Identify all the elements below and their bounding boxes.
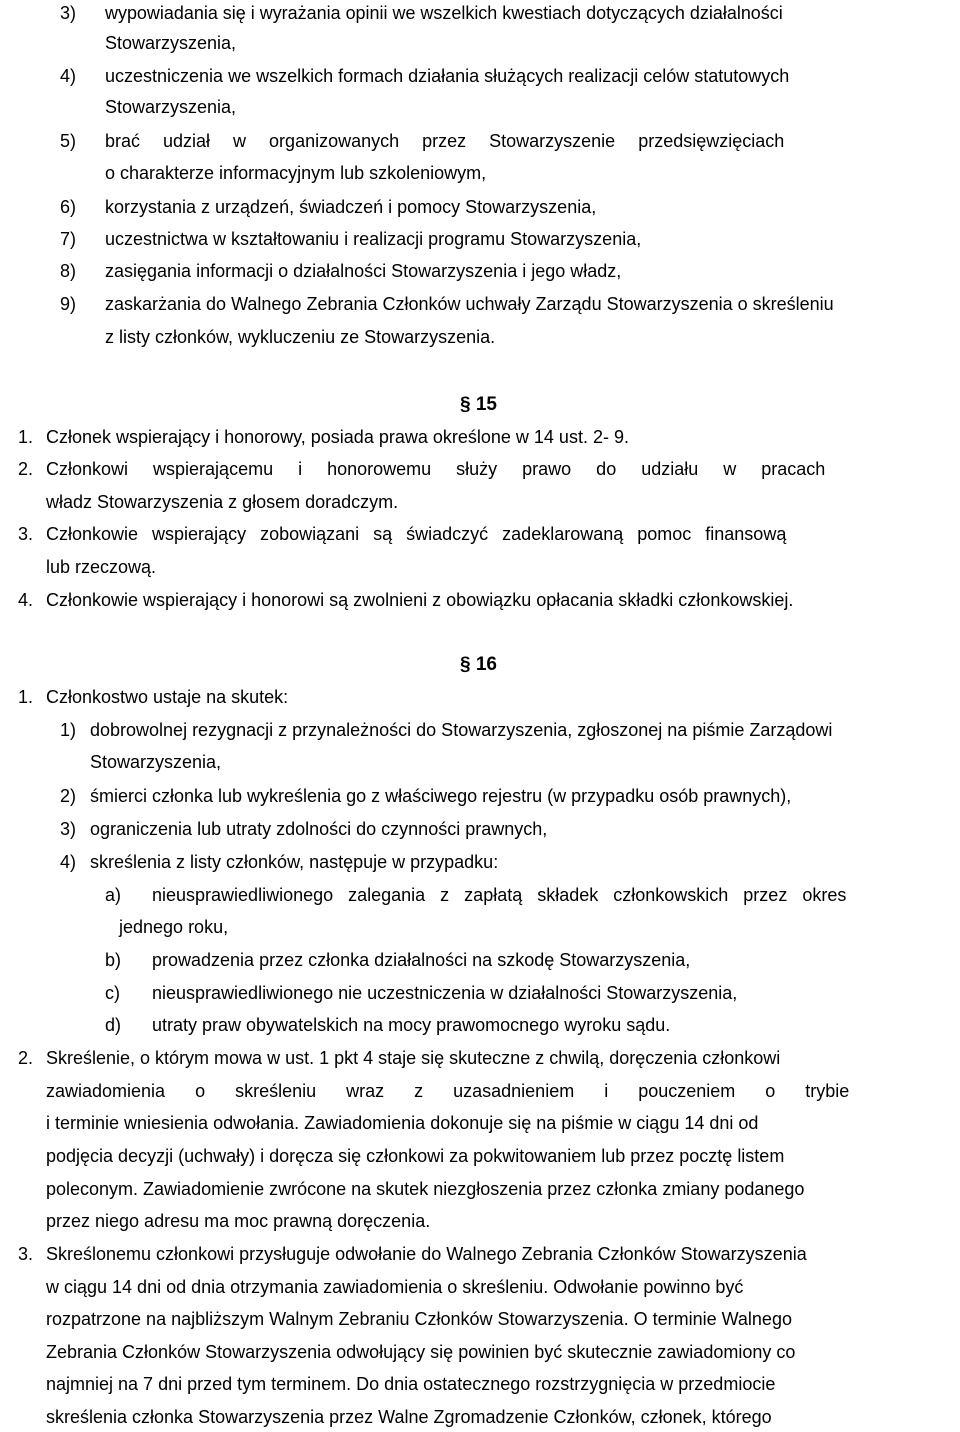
section-sign-icon: § — [460, 654, 476, 675]
paragraph-text: najmniej na 7 dni przed tym terminem. Do dnia ostatecznego rozstrzygnięcia w przedmiocie — [46, 1374, 776, 1394]
section-heading: § 16 — [460, 654, 497, 675]
list-item-text: Stowarzyszenia, — [105, 97, 237, 117]
list-subitem-letter: b) — [105, 950, 122, 970]
list-item-number: 4) — [60, 66, 77, 86]
paragraph-text: zawiadomienia o skreśleniu wraz z uzasadnieniem i pouczeniem o trybie — [46, 1081, 850, 1101]
list-item-text: zasięgania informacji o działalności Stowarzyszenia i jego władz, — [105, 261, 622, 281]
list-subitem-text: utraty praw obywatelskich na mocy prawomocnego wyroku sądu. — [152, 1015, 671, 1035]
paragraph-text: Skreślonemu członkowi przysługuje odwołanie do Walnego Zebrania Członków Stowarzyszenia — [46, 1244, 807, 1264]
paragraph-number: 3. — [18, 524, 34, 544]
paragraph-text: skreślenia członka Stowarzyszenia przez Walne Zgromadzenie Członków, członek, którego — [46, 1407, 772, 1427]
list-subitem-letter: d) — [105, 1015, 122, 1035]
list-item-text: uczestniczenia we wszelkich formach działania służących realizacji celów statutowych — [105, 66, 790, 86]
section-heading: § 15 — [460, 394, 497, 415]
list-subitem-letter: a) — [105, 885, 122, 905]
paragraph-text: rozpatrzone na najbliższym Walnym Zebraniu Członków Stowarzyszenia. O terminie Walnego — [46, 1309, 792, 1329]
paragraph-text: i terminie wniesienia odwołania. Zawiadomienia dokonuje się na piśmie w ciągu 14 dni od — [46, 1113, 759, 1133]
list-item-text: zaskarżania do Walnego Zebrania Członków uchwały Zarządu Stowarzyszenia o skreśleniu — [105, 294, 834, 314]
list-item-text: korzystania z urządzeń, świadczeń i pomocy Stowarzyszenia, — [105, 197, 597, 217]
paragraph-text: Członek wspierający i honorowy, posiada prawa określone w 14 ust. 2- 9. — [46, 427, 629, 447]
paragraph-number: 3. — [18, 1244, 34, 1264]
list-item-number: 6) — [60, 197, 77, 217]
list-subitem-text: nieusprawiedliwionego zalegania z zapłatą składek członkowskich przez okres — [152, 885, 847, 905]
list-item-number: 1) — [60, 720, 77, 740]
paragraph-text: Skreślenie, o którym mowa w ust. 1 pkt 4 staje się skuteczne z chwilą, doręczenia członkowi — [46, 1048, 781, 1068]
list-item-number: 5) — [60, 131, 77, 151]
paragraph-text: lub rzeczową. — [46, 557, 157, 577]
paragraph-text: Członkowi wspierającemu i honorowemu służy prawo do udziału w pracach — [46, 459, 826, 479]
list-item-text: brać udział w organizowanych przez Stowarzyszenie przedsięwzięciach — [105, 131, 785, 151]
list-item-number: 7) — [60, 229, 77, 249]
paragraph-text: Członkowie wspierający i honorowi są zwolnieni z obowiązku opłacania składki członkowskiej. — [46, 590, 794, 610]
list-item-text: uczestnictwa w kształtowaniu i realizacji programu Stowarzyszenia, — [105, 229, 642, 249]
paragraph-text: Członkowie wspierający zobowiązani są świadczyć zadeklarowaną pomoc finansową — [46, 524, 787, 544]
list-item-text: śmierci członka lub wykreślenia go z właściwego rejestru (w przypadku osób prawnych), — [90, 786, 792, 806]
list-item-text: Stowarzyszenia, — [90, 752, 222, 772]
paragraph-text: Zebrania Członków Stowarzyszenia odwołujący się powinien być skutecznie zawiadomiony co — [46, 1342, 796, 1362]
paragraph-number: 1. — [18, 687, 34, 707]
list-subitem-text: jednego roku, — [119, 917, 229, 937]
paragraph-text: Członkostwo ustaje na skutek: — [46, 687, 289, 707]
list-subitem-text: nieusprawiedliwionego nie uczestniczenia w działalności Stowarzyszenia, — [152, 983, 738, 1003]
paragraph-number: 2. — [18, 459, 34, 479]
list-subitem-letter: c) — [105, 983, 120, 1003]
paragraph-number: 2. — [18, 1048, 34, 1068]
list-item-number: 4) — [60, 852, 77, 872]
list-item-number: 3) — [60, 3, 77, 23]
paragraph-text: poleconym. Zawiadomienie zwrócone na skutek niezgłoszenia przez członka zmiany podanego — [46, 1179, 805, 1199]
list-item-number: 9) — [60, 294, 77, 314]
list-item-text: wypowiadania się i wyrażania opinii we wszelkich kwestiach dotyczących działalności — [105, 3, 783, 23]
list-item-text: z listy członków, wykluczeniu ze Stowarzyszenia. — [105, 327, 496, 347]
list-item-number: 8) — [60, 261, 77, 281]
paragraph-text: w ciągu 14 dni od dnia otrzymania zawiadomienia o skreśleniu. Odwołanie powinno być — [46, 1277, 744, 1297]
paragraph-number: 4. — [18, 590, 34, 610]
list-item-number: 3) — [60, 819, 77, 839]
list-item-number: 2) — [60, 786, 77, 806]
section-sign-icon: § — [460, 394, 476, 415]
list-item-text: dobrowolnej rezygnacji z przynależności do Stowarzyszenia, zgłoszonej na piśmie Zarządowi — [90, 720, 833, 740]
paragraph-text: podjęcia decyzji (uchwały) i doręcza się członkowi za pokwitowaniem lub przez pocztę listem — [46, 1146, 785, 1166]
list-item-text: ograniczenia lub utraty zdolności do czynności prawnych, — [90, 819, 548, 839]
list-item-text: o charakterze informacyjnym lub szkoleniowym, — [105, 163, 487, 183]
list-subitem-text: prowadzenia przez członka działalności na szkodę Stowarzyszenia, — [152, 950, 691, 970]
paragraph-text: przez niego adresu ma moc prawną doręczenia. — [46, 1211, 431, 1231]
paragraph-text: władz Stowarzyszenia z głosem doradczym. — [46, 492, 399, 512]
list-item-text: skreślenia z listy członków, następuje w przypadku: — [90, 852, 499, 872]
list-item-text: Stowarzyszenia, — [105, 33, 237, 53]
paragraph-number: 1. — [18, 427, 34, 447]
